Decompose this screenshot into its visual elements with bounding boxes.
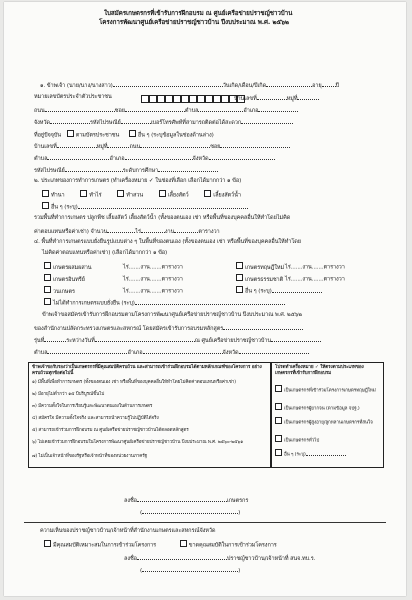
livestock-checkbox[interactable]	[159, 190, 166, 197]
course-field[interactable]	[223, 324, 303, 330]
farmer-signature-row	[124, 496, 248, 505]
qualification-item-2: ๒) มีอายุไม่ต่ำกว่า ๑๕ ปีบริบูรณ์ขึ้นไป	[32, 392, 105, 397]
other-address-label: อื่น ๆ (ระบุข้อมูลในช่องด้านล่าง)	[137, 132, 214, 139]
farmer-type-heading: โปรดทำเครื่องหมาย ✓ ให้ตรงตามประเภทของเกษตรกรที่เข้ารับการฝึกอบรม	[275, 365, 364, 377]
section1-row6	[34, 142, 290, 151]
declaration-line2-text: ของสำนักงานปลัดกระทรวงเกษตรและสหกรณ์ โดยสมัครเข้ารับการอบรมหลักสูตร	[34, 326, 224, 332]
area-wa-field[interactable]	[174, 227, 198, 233]
soi-label-2: ซอย	[210, 144, 221, 150]
opinion-options	[44, 540, 277, 550]
section1-row1	[40, 81, 339, 90]
road-label: ถนน	[34, 108, 45, 114]
integrated-farming-checkbox[interactable]	[44, 262, 51, 269]
new-theory-checkbox[interactable]	[236, 262, 243, 269]
form-title: ใบสมัครเกษตรกรที่เข้ารับการฝึกอบรม ณ ศูนย์เครือข่ายปราชญ์ชาวบ้าน	[104, 10, 293, 17]
other-address-checkbox[interactable]	[129, 130, 136, 137]
rice-checkbox[interactable]	[42, 190, 49, 197]
open-paren: (	[140, 510, 143, 516]
birth-field[interactable]	[266, 81, 312, 87]
name-label: ๑. ข้าพเจ้า (นาย/นาง/นางสาว)	[40, 83, 113, 89]
moo-field[interactable]	[297, 94, 319, 100]
rice-label: ทำนา	[51, 192, 65, 199]
type5-field[interactable]	[306, 450, 346, 456]
type2-label: เป็นเกษตรกรผู้ยากจน (ตามข้อมูล จปฐ.)	[284, 406, 360, 412]
section3-line1: รวมพื้นที่ทำการเกษตร ปลูกพืช เลี้ยงสัตว์ เลี้ยงสัตว์น้ำ (ทั้งของตนเอง เช่า หรือพื้นที่ของบุคคลอื่นให้ทำโดยไม่คิด	[34, 215, 291, 221]
batch-field[interactable]	[44, 336, 66, 342]
section1-row2b	[234, 94, 319, 103]
type1-label: เป็นเกษตรกรที่เข้าร่วมโครงการเกษตรทฤษฎีใหม่	[284, 388, 376, 394]
livestock-label: เลี้ยงสัตว์	[167, 192, 189, 199]
birth-label: วันเกิด/เดือน/ปีเกิด	[222, 83, 267, 89]
natural-farming-checkbox[interactable]	[236, 274, 243, 281]
qualification-item-7: ๗) ไม่เป็นเจ้าหน้าที่ของรัฐหรือเจ้าหน้าที่ของหน่วยงานภาครัฐ	[32, 454, 148, 459]
type5-checkbox[interactable]	[275, 449, 282, 456]
tambon-field[interactable]	[198, 106, 243, 112]
farmer-signature-field[interactable]	[137, 496, 227, 502]
agroforestry-checkbox[interactable]	[44, 286, 51, 293]
type3-checkbox[interactable]	[275, 417, 282, 424]
soi-label: ซอย	[114, 108, 125, 114]
field-crop-label: ทำไร่	[89, 192, 102, 199]
amphoe-label-2: อำเภอ	[109, 156, 125, 162]
officer-signature-row	[124, 554, 315, 563]
other-farm-label: อื่น ๆ (ระบุ)	[51, 204, 78, 211]
road-field[interactable]	[45, 106, 115, 112]
name-field[interactable]	[113, 81, 223, 87]
province-label-3: จังหวัด	[222, 350, 239, 356]
close-paren: )	[238, 510, 241, 516]
other-farm-field[interactable]	[78, 203, 248, 209]
center-field[interactable]	[271, 336, 321, 342]
sustainable-row-1	[44, 262, 183, 272]
section3-line2	[34, 227, 220, 236]
section1-row5	[34, 130, 214, 140]
opinion-heading: ความเห็นของปราชญ์ชาวบ้าน/เจ้าหน้าที่สำนักงานเกษตรและสหกรณ์จังหวัด	[40, 528, 216, 534]
unit-5: ไร่.......งาน.......ตารางวา	[123, 288, 183, 295]
postcode-field-2[interactable]	[65, 166, 123, 172]
house-field[interactable]	[257, 94, 287, 100]
section1-row4	[34, 118, 293, 127]
phone-label: เบอร์โทรศัพท์ที่สามารถติดต่อได้สะดวก	[150, 120, 242, 126]
area-ngan-field[interactable]	[141, 227, 165, 233]
batch-label: รุ่นที่	[34, 338, 45, 344]
organic-label: เกษตรอินทรีย์	[53, 276, 85, 283]
officer-printed-name-field[interactable]	[142, 566, 241, 574]
field-crop-checkbox[interactable]	[80, 190, 87, 197]
not-sustainable-checkbox[interactable]	[44, 298, 51, 305]
farmer-printed-name-row	[140, 508, 240, 517]
section1-row7	[34, 154, 275, 163]
natural-farming-label: เกษตรธรรมชาติ	[245, 276, 284, 283]
wa-label: ตารางวา	[198, 229, 220, 235]
aquatic-label: เลี้ยงสัตว์น้ำ	[213, 192, 241, 199]
farmer-type-option-1	[275, 385, 379, 395]
moo-field-2[interactable]	[107, 142, 129, 148]
province-label: จังหวัด	[34, 120, 50, 126]
officer-close-paren: )	[238, 568, 241, 574]
orchard-checkbox[interactable]	[117, 190, 124, 197]
qualification-box	[28, 362, 271, 468]
integrated-farming-label: เกษตรผสมผสาน	[53, 264, 92, 271]
moo-label: หมู่ที่	[286, 96, 298, 102]
other-sustainable-checkbox[interactable]	[236, 286, 243, 293]
divider	[24, 522, 386, 523]
tambon-field-2[interactable]	[47, 154, 109, 160]
province-field-2[interactable]	[209, 154, 275, 160]
postcode-field[interactable]	[121, 118, 151, 124]
declaration-line3	[34, 336, 321, 345]
not-qualified-checkbox[interactable]	[180, 540, 187, 547]
section2-other	[42, 202, 248, 212]
farmer-type-option-3	[275, 417, 379, 427]
sustainable-row-3b	[236, 286, 322, 296]
farmer-type-option-2	[275, 403, 379, 413]
section2-heading: ๒. ประเภทของการทำการเกษตร (ทำเครื่องหมาย ✓ ในช่องที่เลือก เลือกได้มากกว่า ๑ ข้อ)	[34, 178, 242, 184]
agroforestry-label: วนเกษตร	[53, 288, 75, 295]
not-sustainable-field[interactable]	[135, 299, 285, 305]
same-as-id-checkbox[interactable]	[67, 130, 74, 137]
section1-row3	[34, 106, 298, 115]
not-sustainable-row	[44, 298, 285, 308]
soi-field[interactable]	[125, 106, 185, 112]
qualification-heading: ข้าพเจ้าขอรับรองว่าเป็นเกษตรกรที่มีคุณสมบัติครบถ้วน และสามารถเข้าร่วมฝึกอบรมได้ตามหลักเกณฑ์ของโครงการ อย่างครบถ้วนทุกข้อต่อไปนี้	[32, 365, 262, 377]
officer-printed-name-row	[140, 566, 240, 575]
section2-options	[42, 190, 241, 200]
officer-open-paren: (	[140, 568, 143, 574]
rai-label: ไร่	[135, 229, 141, 235]
qualified-label: มีคุณสมบัติเหมาะสมในการเข้าร่วมโครงการ	[53, 542, 157, 549]
farmer-type-option-4	[275, 435, 319, 445]
province-field-3[interactable]	[239, 348, 309, 354]
farmer-role-label: เกษตรกร	[226, 498, 249, 504]
section3-line2-text: ค่าตอบแทนหรือค่าเช่า) จำนวน	[34, 229, 108, 235]
id-label: หมายเลขบัตรประจำตัวประชาชน	[34, 94, 112, 100]
section4-line1: ๔. พื้นที่ทำการเกษตรแบบยั่งยืนรูปแบบต่าง ๆ ในพื้นที่ของตนเอง (ทั้งของตนเอง เช่า หรือพื้นที่ของบุคคลอื่นให้ทำโดย	[34, 239, 301, 245]
other-farm-checkbox[interactable]	[42, 202, 49, 209]
tambon-field-3[interactable]	[47, 348, 127, 354]
new-theory-label: เกษตรทฤษฎีใหม่	[245, 264, 285, 271]
sustainable-row-1b	[236, 262, 345, 272]
between-dates-label: ระหว่างวันที่	[66, 338, 95, 344]
road-label-2: ถนน	[129, 144, 141, 150]
amphoe-field-2[interactable]	[125, 154, 193, 160]
declaration-line1: ข้าพเจ้าขอสมัครเข้ารับการฝึกอบรมตามโครงการพัฒนาศูนย์เครือข่ายปราชญ์ชาวบ้าน ปีงบประมาณ พ.ศ. ๒๕๖๒	[42, 312, 302, 318]
house-label: บ้านเลขที่	[234, 96, 257, 102]
section4-line2: ไม่คิดค่าตอบแทนหรือค่าเช่า) (เลือกได้มากกว่า ๑ ข้อ)	[42, 250, 168, 256]
amphoe-field[interactable]	[258, 106, 298, 112]
other-sustainable-field[interactable]	[272, 287, 322, 293]
unit-1: ไร่.......งาน.......ตารางวา	[123, 264, 183, 271]
amphoe-field-3[interactable]	[143, 348, 223, 354]
age-field[interactable]	[322, 81, 336, 87]
tambon-label-2: ตำบล	[34, 156, 48, 162]
year-label: ปี	[335, 83, 340, 89]
road-field-2[interactable]	[140, 142, 210, 148]
age-label: อายุ	[312, 83, 322, 89]
area-rai-field[interactable]	[107, 227, 135, 233]
section1-row8	[34, 166, 218, 175]
section1-row2	[34, 94, 112, 101]
form-subtitle: โครงการพัฒนาศูนย์เครือข่ายปราชญ์ชาวบ้าน ปีงบประมาณ พ.ศ. ๒๕๖๒	[99, 19, 289, 26]
qualification-item-4: ๔) สมัครใจ มีความตั้งใจจริง และสามารถนำความรู้ไปปฏิบัติได้จริง	[32, 416, 159, 421]
amphoe-label-3: อำเภอ	[127, 350, 143, 356]
tambon-label: ตำบล	[184, 108, 199, 114]
type3-label: เป็นเกษตรกรผู้สูงอายุ/ลูกหลานเกษตรกรที่สนใจ	[284, 420, 373, 426]
other-sustainable-label: อื่น ๆ (ระบุ)	[245, 288, 272, 295]
declaration-line2	[34, 324, 303, 333]
sustainable-row-3	[44, 286, 183, 296]
education-field[interactable]	[158, 166, 218, 172]
type2-checkbox[interactable]	[275, 403, 282, 410]
moo-label-2: หมู่ที่	[96, 144, 108, 150]
same-as-id-label: ตามบัตรประชาชน	[75, 132, 120, 139]
soi-field-2[interactable]	[220, 142, 290, 148]
farmer-sign-label: ลงชื่อ	[124, 498, 137, 504]
farmer-type-box	[271, 362, 384, 468]
not-sustainable-label: ไม่ได้ทำการเกษตรแบบยั่งยืน (ระบุ)	[53, 300, 135, 307]
farmer-printed-name-field[interactable]	[142, 508, 241, 516]
postcode-label: รหัสไปรษณีย์	[89, 120, 121, 126]
education-label: ระดับการศึกษา	[122, 168, 159, 174]
qualification-item-3: ๓) มีความตั้งใจในการเรียนรู้และพัฒนาตนเองในด้านการเกษตร	[32, 404, 153, 409]
sustainable-row-2	[44, 274, 183, 284]
unit-4: ไร่.......งาน.......ตารางวา	[285, 276, 345, 283]
phone-field[interactable]	[241, 118, 293, 124]
declaration-line4	[34, 348, 309, 357]
province-label-2: จังหวัด	[192, 156, 209, 162]
sustainable-row-2b	[236, 274, 345, 284]
type5-label: อื่น ๆ (ระบุ)	[284, 452, 306, 458]
amphoe-label: อำเภอ	[243, 108, 259, 114]
officer-role-label: ปราชญ์ชาวบ้าน/เจ้าหน้าที่ สนจ.ทบ.ร.	[226, 556, 316, 562]
house-field-2[interactable]	[57, 142, 97, 148]
qualification-item-1: ๑) มีพื้นที่เพื่อทำการเกษตร (ทั้งของตนเอง เช่า หรือพื้นที่ของบุคคลอื่นให้ทำโดยไม่คิดค่าตอบแทนหรือค่าเช่า)	[32, 380, 236, 385]
ngan-label: งาน	[164, 229, 175, 235]
application-form-page	[4, 2, 406, 596]
organic-checkbox[interactable]	[44, 274, 51, 281]
tambon-label-3: ตำบล	[34, 350, 48, 356]
type4-label: เป็นเกษตรกรทั่วไป	[284, 438, 320, 444]
center-label: ณ ศูนย์เครือข่ายปราชญ์ชาวบ้าน	[194, 338, 272, 344]
qualified-checkbox[interactable]	[44, 540, 51, 547]
officer-sign-label: ลงชื่อ	[124, 556, 137, 562]
unit-3: ไร่.......งาน.......ตารางวา	[123, 276, 183, 283]
current-address-label: ที่อยู่ปัจจุบัน	[34, 132, 62, 139]
orchard-label: ทำสวน	[126, 192, 144, 199]
unit-2: ไร่.......งาน.......ตารางวา	[285, 264, 345, 271]
not-qualified-label: ขาดคุณสมบัติในการเข้าร่วมโครงการ	[188, 542, 277, 549]
farmer-type-option-5	[275, 449, 346, 459]
qualification-item-6: ๖) ไม่เคยเข้าร่วมการฝึกอบรมในโครงการพัฒนาศูนย์เครือข่ายปราชญ์ชาวบ้าน ปีงบประมาณ พ.ศ. ๒๕๖๐-๒๕๖๑	[32, 440, 244, 445]
postcode-label-2: รหัสไปรษณีย์	[34, 168, 65, 174]
officer-signature-field[interactable]	[137, 554, 227, 560]
house-label-2: บ้านเลขที่	[34, 144, 57, 150]
aquatic-checkbox[interactable]	[204, 190, 211, 197]
province-field[interactable]	[50, 118, 90, 124]
type1-checkbox[interactable]	[275, 385, 282, 392]
type4-checkbox[interactable]	[275, 435, 282, 442]
dates-field[interactable]	[95, 336, 195, 342]
qualification-item-5: ๕) สามารถเข้าร่วมการฝึกอบรม ณ ศูนย์เครือข่ายปราชญ์ชาวบ้านได้ตลอดหลักสูตร	[32, 428, 189, 433]
